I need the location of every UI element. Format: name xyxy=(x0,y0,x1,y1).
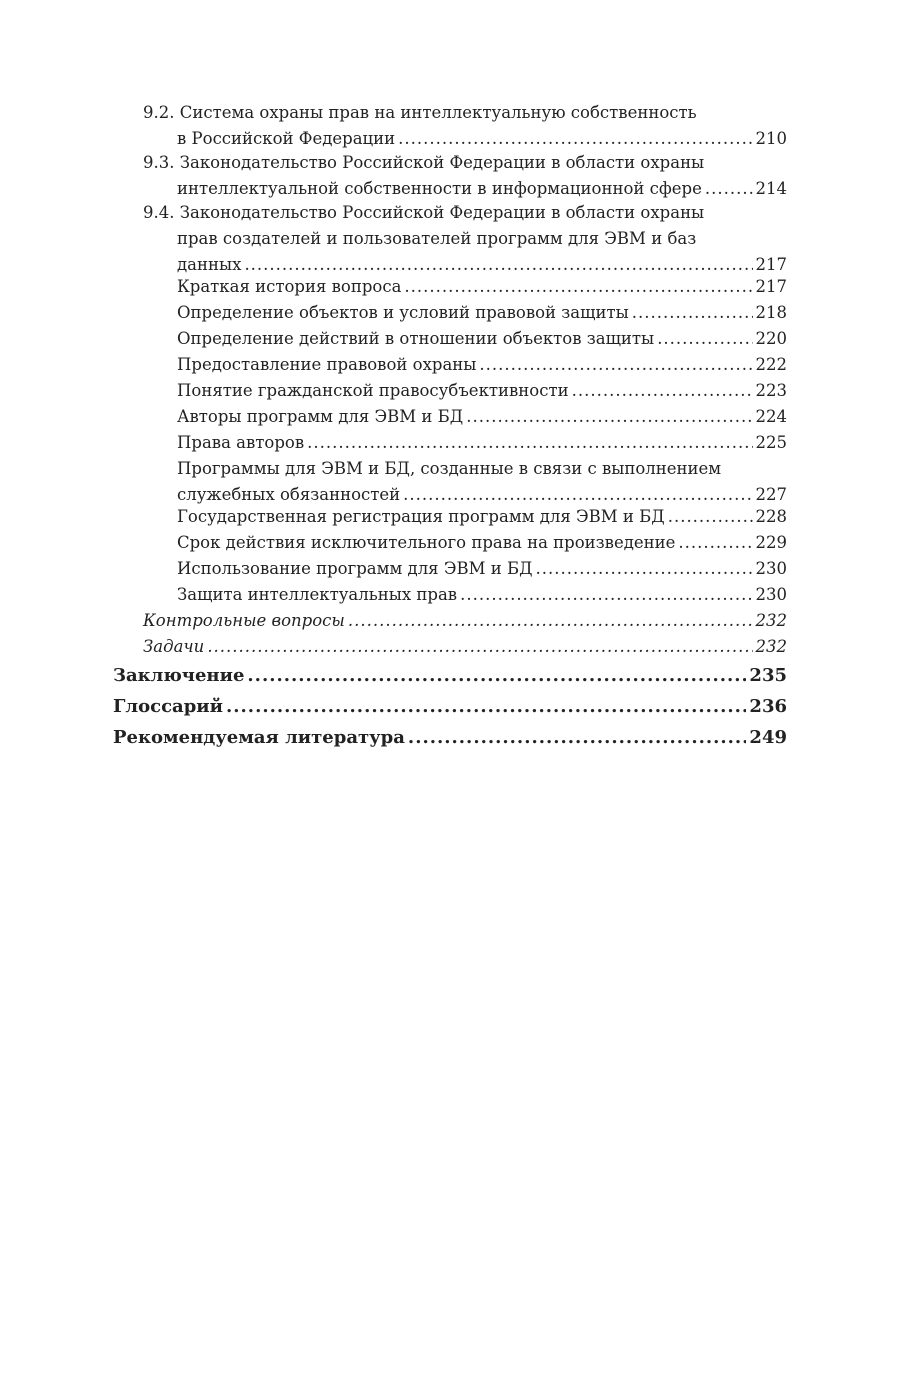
leader-dots xyxy=(408,722,747,753)
page-number: 230 xyxy=(755,585,787,604)
toc-entry-9-2[interactable] xyxy=(143,100,787,152)
entry-title-text: Предоставление правовой охраны xyxy=(177,355,477,374)
page-number: 214 xyxy=(755,179,787,198)
toc-literature[interactable] xyxy=(113,722,787,753)
entry-title-line-2: прав создателей и пользователей программ для ЭВМ и баз xyxy=(177,229,697,248)
page-number: 217 xyxy=(755,255,787,274)
page-number: 236 xyxy=(749,696,787,717)
toc-glossary[interactable] xyxy=(113,691,787,722)
page-number: 230 xyxy=(755,559,787,578)
toc-subsection[interactable] xyxy=(177,556,787,582)
italic-entries xyxy=(143,608,787,660)
entry-title-text: в Российской Федерации xyxy=(177,129,396,148)
page-number: 224 xyxy=(755,407,787,426)
toc-subsection[interactable] xyxy=(177,326,787,352)
leader-dots xyxy=(207,634,752,660)
leader-dots xyxy=(247,660,746,691)
page-number: 217 xyxy=(755,277,787,296)
page-number: 235 xyxy=(749,665,787,686)
toc-tasks[interactable] xyxy=(143,634,787,660)
page-number: 227 xyxy=(755,485,787,504)
entry-title-text: Защита интеллектуальных прав xyxy=(177,585,458,604)
leader-dots xyxy=(460,582,752,608)
leader-dots xyxy=(668,504,753,530)
toc-subsection[interactable] xyxy=(177,582,787,608)
entry-title-line-2 xyxy=(177,176,787,202)
entry-title-text: Рекомендуемая литература xyxy=(113,727,405,748)
toc-entry-9-4[interactable] xyxy=(143,200,787,278)
entry-title-text: служебных обязанностей xyxy=(177,485,401,504)
page-number: 222 xyxy=(755,355,787,374)
entry-title-text: Задачи xyxy=(143,637,205,656)
entry-title-line-1: 9.2. Система охраны прав на интеллектуальную собственность xyxy=(143,103,697,122)
leader-dots xyxy=(398,126,752,152)
toc-subsection[interactable] xyxy=(177,378,787,404)
page-number: 232 xyxy=(755,637,787,656)
toc-subsection[interactable] xyxy=(177,404,787,430)
entry-title-text: Государственная регистрация программ для ЭВМ и БД xyxy=(177,507,665,526)
toc-subsection[interactable] xyxy=(177,352,787,378)
page-number: 225 xyxy=(755,433,787,452)
page-number: 223 xyxy=(755,381,787,400)
page-number: 218 xyxy=(755,303,787,322)
entry-title-line-1: 9.4. Законодательство Российской Федерации в области охраны xyxy=(143,203,705,222)
leader-dots xyxy=(479,352,752,378)
subsection-list-2 xyxy=(177,504,787,608)
entry-title-text: Определение действий в отношении объектов защиты xyxy=(177,329,655,348)
entry-title-text: Контрольные вопросы xyxy=(143,611,345,630)
entry-title-line-1: Программы для ЭВМ и БД, созданные в связи с выполнением xyxy=(177,459,722,478)
toc-subsection[interactable] xyxy=(177,504,787,530)
toc-subsection[interactable] xyxy=(177,274,787,300)
leader-dots xyxy=(466,404,752,430)
entry-title-text: Краткая история вопроса xyxy=(177,277,402,296)
toc-conclusion[interactable] xyxy=(113,660,787,691)
toc-subsection[interactable] xyxy=(177,300,787,326)
leader-dots xyxy=(536,556,753,582)
leader-dots xyxy=(632,300,753,326)
leader-dots xyxy=(307,430,752,456)
toc-subsection[interactable] xyxy=(177,530,787,556)
leader-dots xyxy=(572,378,753,404)
entry-title-text: Права авторов xyxy=(177,433,305,452)
bold-entries xyxy=(113,660,787,753)
entry-title-text: Заключение xyxy=(113,665,245,686)
toc-entry-9-3[interactable] xyxy=(143,150,787,202)
leader-dots xyxy=(657,326,752,352)
entry-title-text: Срок действия исключительного права на произведение xyxy=(177,533,676,552)
page-number: 249 xyxy=(749,727,787,748)
subsection-list xyxy=(177,274,787,456)
page-number: 232 xyxy=(755,611,787,630)
page-number: 229 xyxy=(755,533,787,552)
page-number: 228 xyxy=(755,507,787,526)
entry-title-text: Понятие гражданской правосубъективности xyxy=(177,381,569,400)
entry-title-line-2 xyxy=(177,126,787,152)
leader-dots xyxy=(348,608,753,634)
entry-title-text: Глоссарий xyxy=(113,696,223,717)
leader-dots xyxy=(404,274,752,300)
entry-title-line-1: 9.3. Законодательство Российской Федерации в области охраны xyxy=(143,153,705,172)
entry-title-text: Использование программ для ЭВМ и БД xyxy=(177,559,533,578)
leader-dots xyxy=(678,530,752,556)
entry-title-text: Определение объектов и условий правовой защиты xyxy=(177,303,629,322)
leader-dots xyxy=(226,691,746,722)
toc-control-questions[interactable] xyxy=(143,608,787,634)
toc-subsection[interactable] xyxy=(177,430,787,456)
toc-subsection-services[interactable] xyxy=(177,456,787,508)
page-number: 220 xyxy=(755,329,787,348)
entry-title-text: данных xyxy=(177,255,242,274)
leader-dots xyxy=(705,176,753,202)
entry-title-text: Авторы программ для ЭВМ и БД xyxy=(177,407,464,426)
entry-title-text: интеллектуальной собственности в информационной сфере xyxy=(177,179,702,198)
page-number: 210 xyxy=(755,129,787,148)
